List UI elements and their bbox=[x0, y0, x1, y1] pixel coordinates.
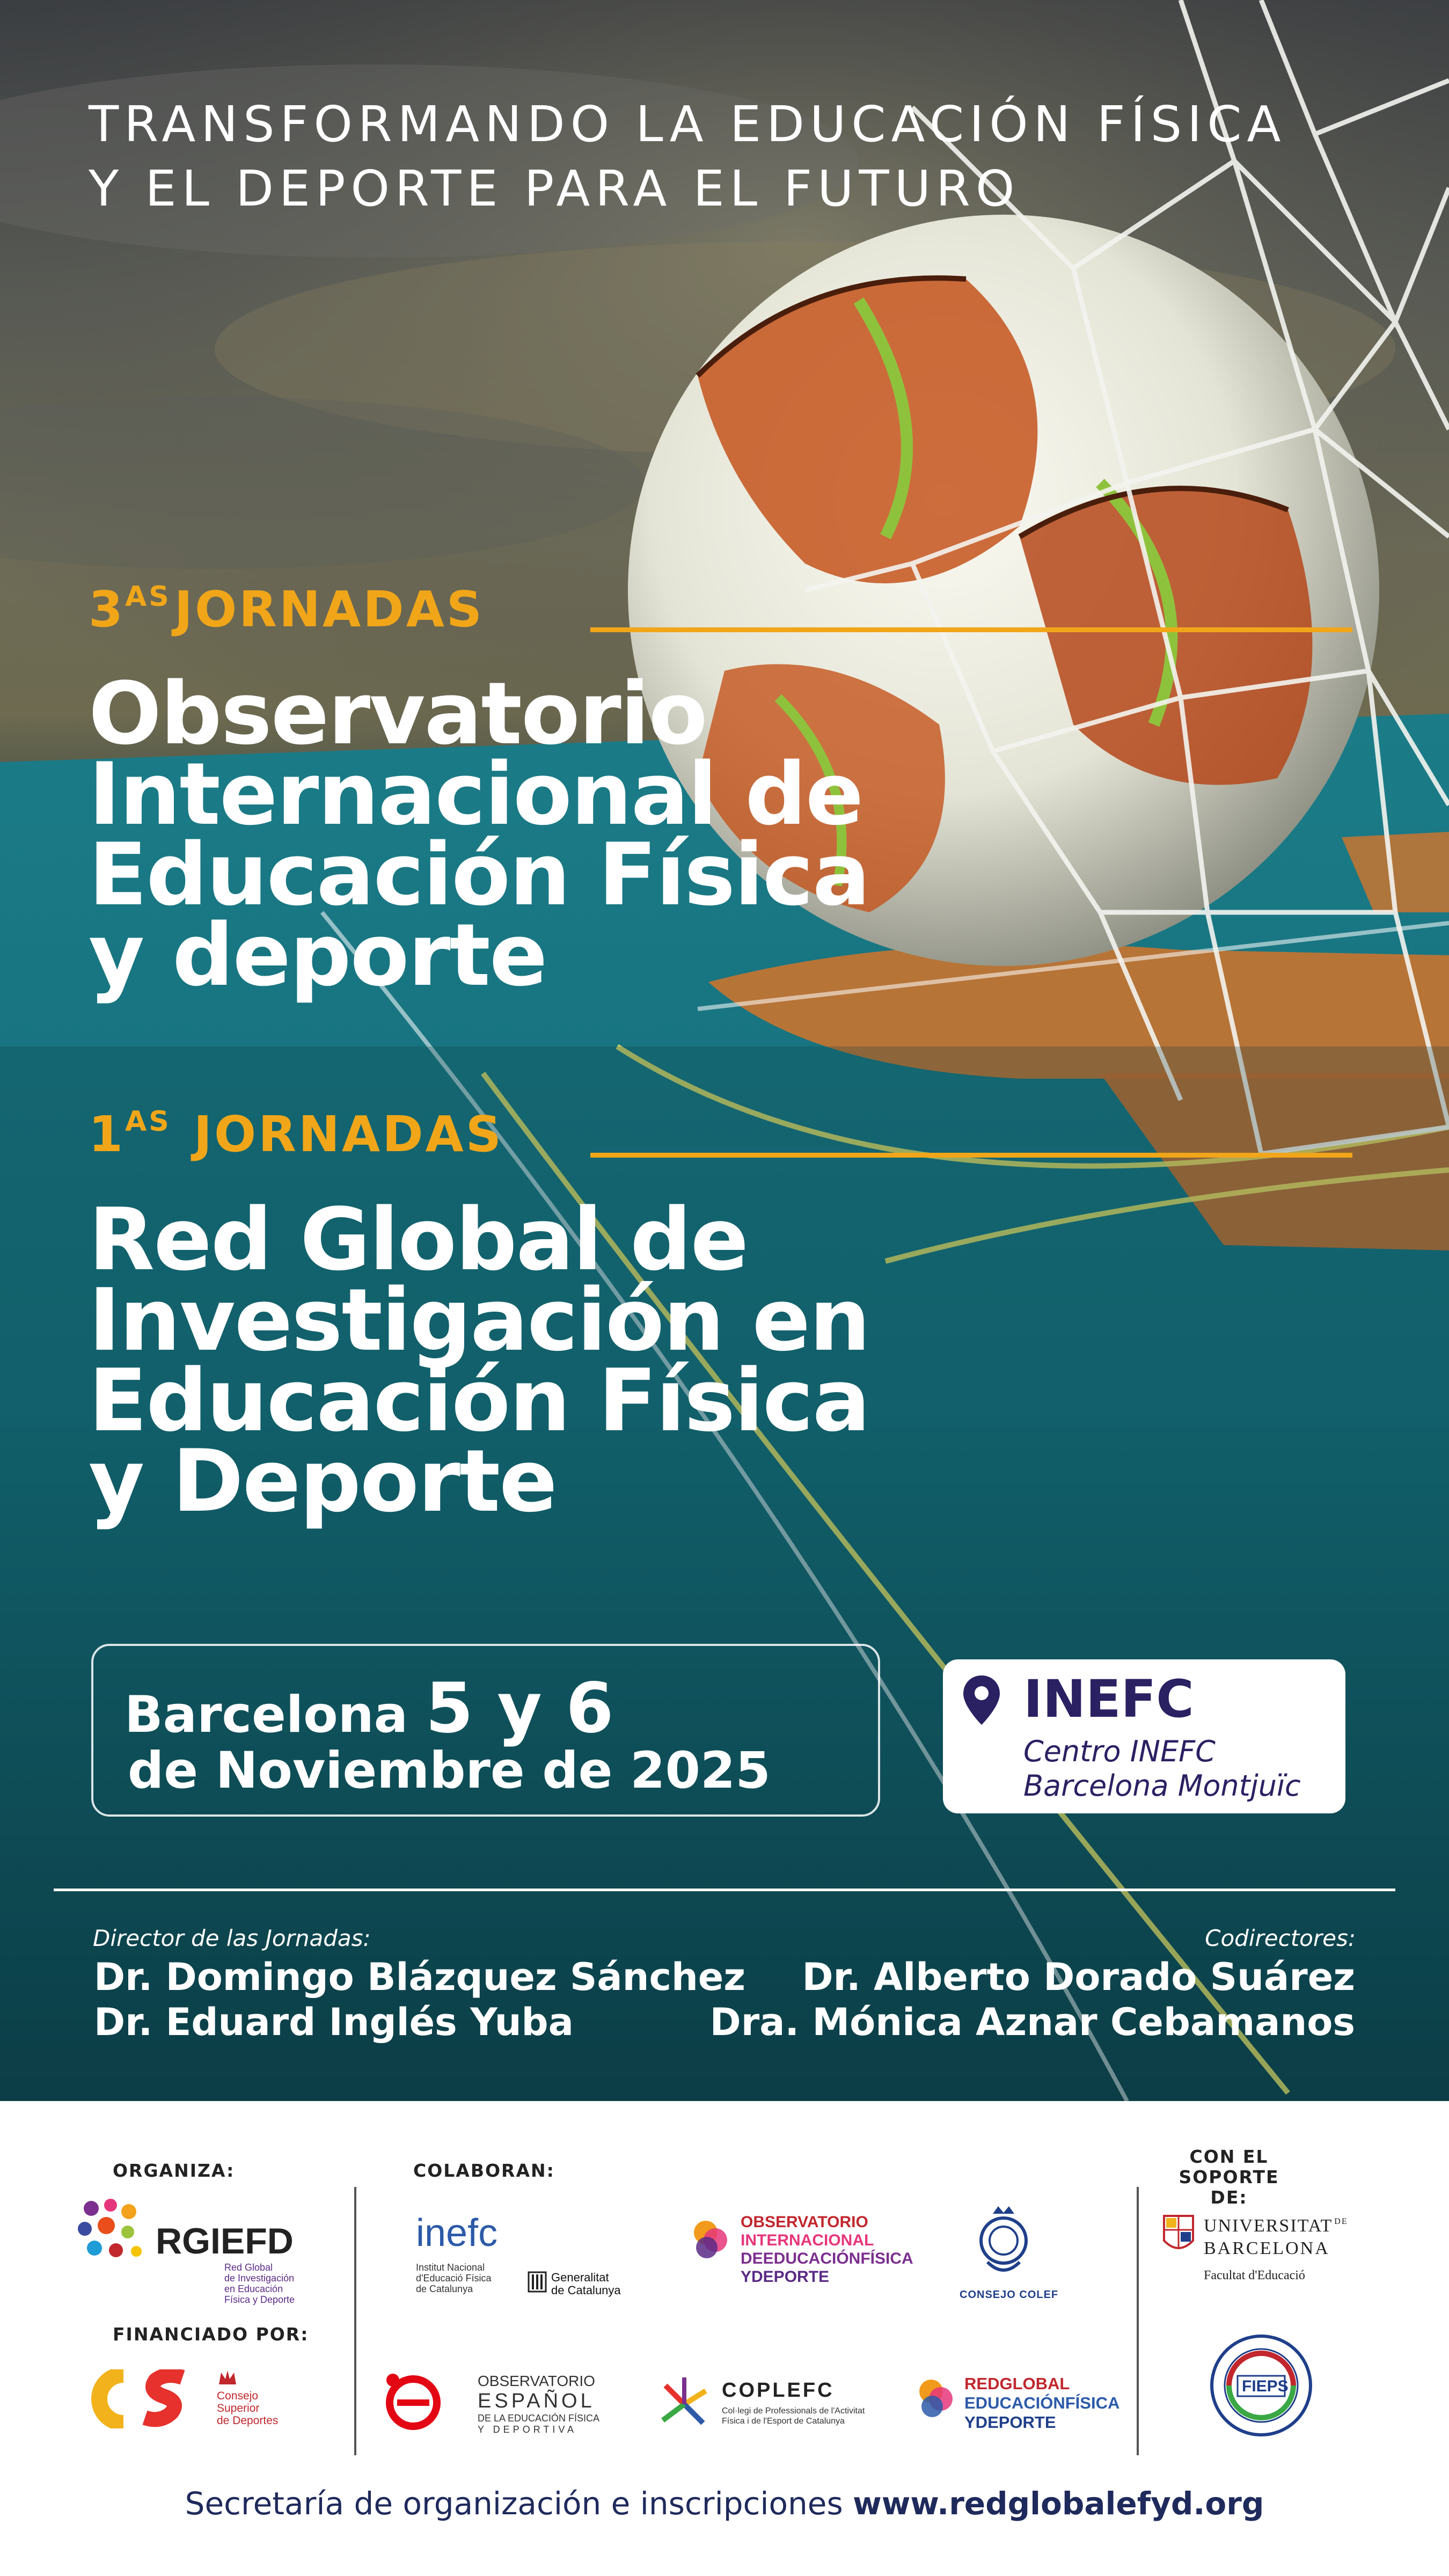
secretaria-text: Secretaría de organización e inscripciones bbox=[185, 2485, 853, 2522]
coplefc-name: COPLEFC bbox=[722, 2379, 835, 2402]
red-global-line: REDGLOBAL bbox=[964, 2374, 1070, 2393]
codirector-name: Dra. Mónica Aznar Cebamanos bbox=[709, 2000, 1355, 2044]
rgiefd-logo bbox=[75, 2192, 311, 2305]
event2-title-line: Investigación en bbox=[89, 1270, 869, 1370]
ub-city: BARCELONA bbox=[1204, 2238, 1330, 2258]
generalitat-emblem-icon bbox=[528, 2271, 547, 2293]
footer-separator bbox=[1137, 2187, 1139, 2455]
soporte-label-line: CON EL bbox=[1189, 2146, 1269, 2167]
footer-logos bbox=[0, 2101, 1449, 2576]
csd-text-line: Consejo bbox=[217, 2390, 259, 2402]
ub-de: DE bbox=[1334, 2217, 1348, 2226]
event2-ordinal-suffix: AS bbox=[125, 1106, 171, 1138]
red-global-text bbox=[964, 2374, 1119, 2432]
obs-esp-line: DE LA EDUCACIÓN FÍSICA bbox=[478, 2413, 600, 2424]
event2-jornadas: JORNADAS bbox=[174, 1106, 504, 1163]
event2-rule bbox=[590, 1153, 1352, 1158]
coplefc-logo bbox=[655, 2375, 880, 2445]
csd-logo bbox=[91, 2364, 317, 2439]
red-global-symbol-icon bbox=[915, 2375, 958, 2424]
inefc-sub-line: d'Educació Física bbox=[416, 2273, 492, 2284]
codirectors-label: Codirectores: bbox=[1205, 1925, 1356, 1951]
venue-box bbox=[943, 1659, 1345, 1813]
red-global-line: YDEPORTE bbox=[964, 2413, 1056, 2432]
inefc-name: inefc bbox=[416, 2212, 498, 2255]
obs-esp-line: Y DEPORTIVA bbox=[478, 2424, 577, 2435]
event1-label bbox=[89, 581, 484, 638]
colef-crest-icon bbox=[971, 2203, 1036, 2284]
soporte-label bbox=[1170, 2147, 1288, 2208]
director-label: Director de las Jornadas: bbox=[93, 1925, 371, 1951]
headline-line-2: Y EL DEPORTE PARA EL FUTURO bbox=[89, 160, 1020, 217]
event2-title-line: Red Global de bbox=[89, 1189, 748, 1290]
observatorio-espanol-text bbox=[478, 2373, 599, 2435]
csd-symbol-icon bbox=[91, 2369, 204, 2428]
inefc-sub-line: de Catalunya bbox=[416, 2284, 473, 2294]
organiza-label: ORGANIZA: bbox=[113, 2160, 235, 2181]
event2-title bbox=[89, 1189, 1108, 1531]
headline-line-1: TRANSFORMANDO LA EDUCACIÓN FÍSICA bbox=[89, 96, 1286, 153]
event1-ordinal-suffix: AS bbox=[125, 581, 171, 613]
observatorio-symbol-icon bbox=[690, 2216, 733, 2265]
red-global-logo bbox=[915, 2372, 1119, 2442]
observatorio-espanol-symbol-icon bbox=[381, 2369, 451, 2434]
financiado-label: FINANCIADO POR: bbox=[113, 2324, 309, 2345]
date-days: 5 y 6 bbox=[425, 1668, 614, 1748]
observatorio-espanol-logo bbox=[381, 2369, 617, 2445]
ub-name-line-1 bbox=[1204, 2216, 1348, 2236]
observatorio-internacional-logo bbox=[690, 2211, 926, 2297]
ub-name: UNIVERSITAT bbox=[1204, 2216, 1333, 2236]
observatorio-internacional-text bbox=[741, 2213, 913, 2286]
rgiefd-sub-line: en Educación bbox=[224, 2284, 283, 2294]
event2-title-line: Educación Física bbox=[89, 1350, 869, 1451]
consejo-colef-logo bbox=[955, 2203, 1059, 2310]
consejo-colef-name: CONSEJO COLEF bbox=[960, 2289, 1059, 2301]
rgiefd-name: RGIEFD bbox=[156, 2221, 294, 2262]
red-global-line: EDUCACIÓNFÍSICA bbox=[964, 2394, 1120, 2412]
rgiefd-sub-line: de Investigación bbox=[224, 2273, 295, 2284]
observatorio-int-line: INTERNACIONAL bbox=[741, 2231, 874, 2249]
csd-text-line: de Deportes bbox=[217, 2414, 279, 2427]
event2-title-line: y Deporte bbox=[89, 1431, 557, 1531]
website-link[interactable]: www.redglobalefyd.org bbox=[853, 2485, 1264, 2522]
event1-title-line: Educación Física bbox=[89, 824, 869, 925]
inefc-logo bbox=[416, 2211, 663, 2302]
event1-title bbox=[89, 663, 1108, 1005]
ub-faculty: Facultat d'Educació bbox=[1204, 2268, 1305, 2282]
csd-text-line: Superior bbox=[217, 2402, 260, 2414]
obs-esp-line: ESPAÑOL bbox=[478, 2390, 595, 2412]
generalitat-line: de Catalunya bbox=[551, 2284, 621, 2297]
date-line-1 bbox=[125, 1668, 613, 1748]
fieps-name: FIEPS bbox=[1242, 2377, 1289, 2395]
fieps-logo bbox=[1208, 2332, 1315, 2439]
rgiefd-sub-line: Física y Deporte bbox=[224, 2294, 295, 2305]
date-city: Barcelona bbox=[125, 1686, 426, 1744]
event1-title-line: Observatorio bbox=[89, 663, 707, 764]
director-name: Dr. Domingo Blázquez Sánchez bbox=[94, 1955, 746, 1999]
event1-ordinal-number: 3 bbox=[89, 581, 126, 638]
generalitat-text bbox=[551, 2271, 621, 2297]
footer-separator bbox=[354, 2187, 356, 2455]
event2-ordinal-number: 1 bbox=[89, 1106, 126, 1163]
rgiefd-dots-icon bbox=[75, 2198, 150, 2267]
coplefc-sub-line: Col·legi de Professionals de l'Activitat bbox=[722, 2406, 865, 2416]
location-pin-icon bbox=[960, 1673, 1003, 1727]
observatorio-int-line: YDEPORTE bbox=[741, 2268, 830, 2286]
divider bbox=[54, 1889, 1395, 1891]
inefc-sub-line: Institut Nacional bbox=[416, 2262, 485, 2273]
coplefc-sub-line: Física i de l'Esport de Catalunya bbox=[722, 2417, 845, 2426]
rgiefd-sub-line: Red Global bbox=[224, 2262, 273, 2273]
date-line-2: de Noviembre de 2025 bbox=[128, 1741, 771, 1800]
venue-line-2: Barcelona Montjuïc bbox=[1023, 1769, 1301, 1803]
obs-esp-line: OBSERVATORIO bbox=[478, 2373, 595, 2389]
observatorio-int-line: DEEDUCACIÓNFÍSICA bbox=[741, 2250, 913, 2267]
event2-label bbox=[89, 1106, 503, 1163]
universitat-barcelona-logo bbox=[1162, 2208, 1387, 2294]
inefc-subtitle bbox=[416, 2262, 492, 2294]
event1-title-line: Internacional de bbox=[89, 744, 863, 844]
director-name: Dr. Eduard Inglés Yuba bbox=[94, 2000, 574, 2044]
observatorio-int-line: OBSERVATORIO bbox=[741, 2213, 868, 2231]
coplefc-star-icon bbox=[655, 2375, 714, 2434]
event1-rule bbox=[590, 627, 1352, 632]
soporte-label-line: SOPORTE DE: bbox=[1179, 2167, 1279, 2208]
ub-crest-icon bbox=[1162, 2214, 1195, 2256]
date-box bbox=[91, 1644, 880, 1817]
rgiefd-subtitle bbox=[224, 2262, 295, 2305]
codirector-name: Dr. Alberto Dorado Suárez bbox=[802, 1955, 1355, 1999]
venue-line-1: Centro INEFC bbox=[1023, 1735, 1216, 1768]
secretaria-footer bbox=[0, 2485, 1449, 2522]
event1-title-line: y deporte bbox=[89, 905, 547, 1005]
event1-jornadas: JORNADAS bbox=[174, 581, 485, 638]
csd-text bbox=[217, 2390, 278, 2427]
crown-icon bbox=[217, 2368, 238, 2387]
venue-name: INEFC bbox=[1023, 1669, 1194, 1729]
generalitat-line: Generalitat bbox=[551, 2271, 609, 2284]
coplefc-subtitle bbox=[722, 2406, 865, 2426]
colaboran-label: COLABORAN: bbox=[413, 2160, 555, 2181]
